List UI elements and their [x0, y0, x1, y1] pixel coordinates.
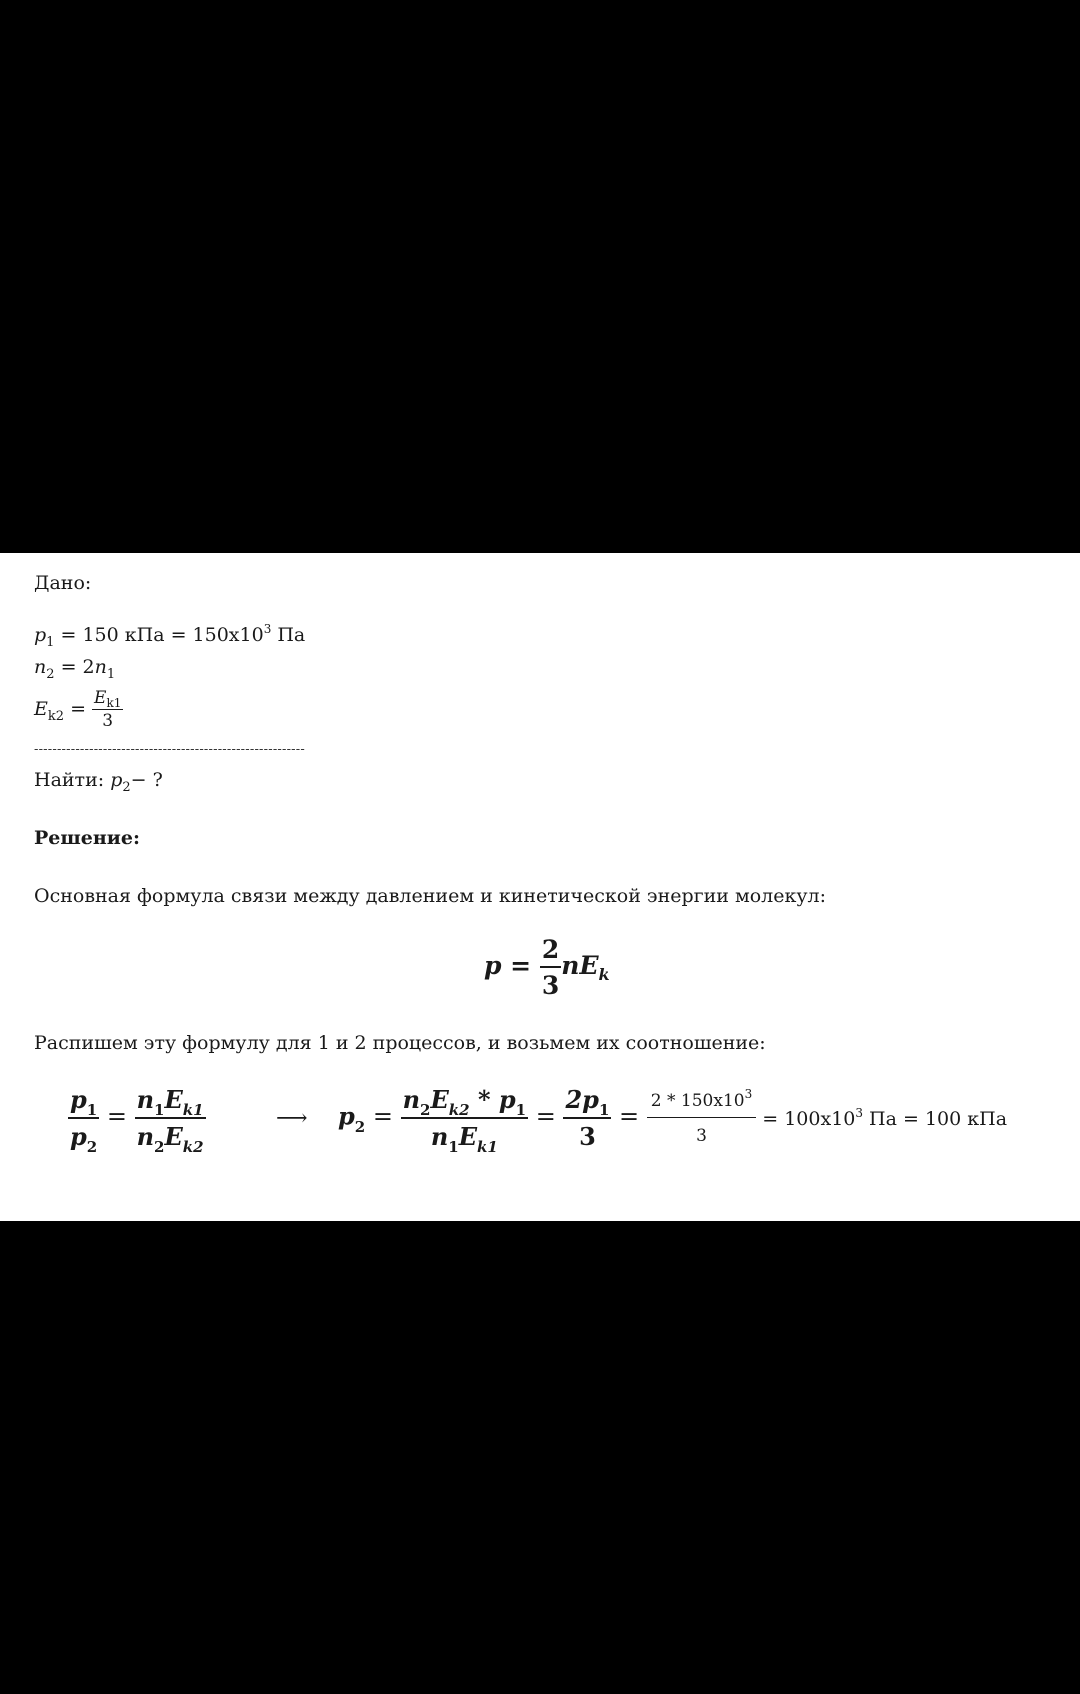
final-answer: = $100x10^3$ Па = 100 кПа — [756, 1105, 1008, 1130]
separator-line: ----------------------------------------------------------- — [34, 742, 305, 757]
result-fraction-3: $\frac{2 * 150x10^3}{3}$ — [647, 1091, 756, 1146]
given-n2: $n_2 = 2n_1$ — [34, 656, 116, 682]
find-line: Найти: $p_2-$ ? — [34, 769, 163, 795]
bottom-black-bar — [0, 1221, 1080, 1694]
ek-fraction: $\frac{E_{k1}}{3}$ — [94, 688, 122, 731]
ratio-equation: $\frac{p_1}{p_2}$ = $\frac{n_1E_{k1}}{n_2E_{k2}}$ — [70, 1085, 204, 1156]
ratio-intro-text: Распишем эту формулу для 1 и 2 процессов, и возьмем их соотношение: — [34, 1032, 766, 1054]
result-fraction-1: $\frac{n_2E_{k2} * p_1}{n_1E_{k1}}$ — [402, 1085, 527, 1156]
given-ek2: $E_{k2}$ = $\frac{E_{k1}}{3}$ — [34, 688, 122, 731]
arrow-symbol: ⟶ — [276, 1106, 308, 1131]
p-ratio-fraction: $\frac{p_1}{p_2}$ — [70, 1085, 98, 1156]
result-equation: $p_2$ = $\frac{n_2E_{k2} * p_1}{n_1E_{k1}}$ = $\frac{2p_1}{3}$ = $\frac{2 * 150x10^3}{3}$ = $100x10^3$ Па = 100 кПа — [338, 1085, 1008, 1156]
formula-intro-text: Основная формула связи между давлением и кинетической энергии молекул: — [34, 885, 827, 907]
main-formula: p = $\frac{2}{3}$ $nE_k$ — [484, 935, 610, 1000]
solution-document — [0, 553, 1080, 1221]
nE-ratio-fraction: $\frac{n_1E_{k1}}{n_2E_{k2}}$ — [136, 1085, 204, 1156]
given-p1: $p_1 = 150$ кПа = $150x10^3$ Па — [34, 622, 306, 650]
top-black-bar — [0, 0, 1080, 553]
two-thirds-fraction: $\frac{2}{3}$ — [541, 935, 560, 1000]
solution-heading: Решение: — [34, 827, 140, 849]
result-fraction-2: $\frac{2p_1}{3}$ — [565, 1085, 610, 1151]
given-label: Дано: — [34, 572, 92, 594]
